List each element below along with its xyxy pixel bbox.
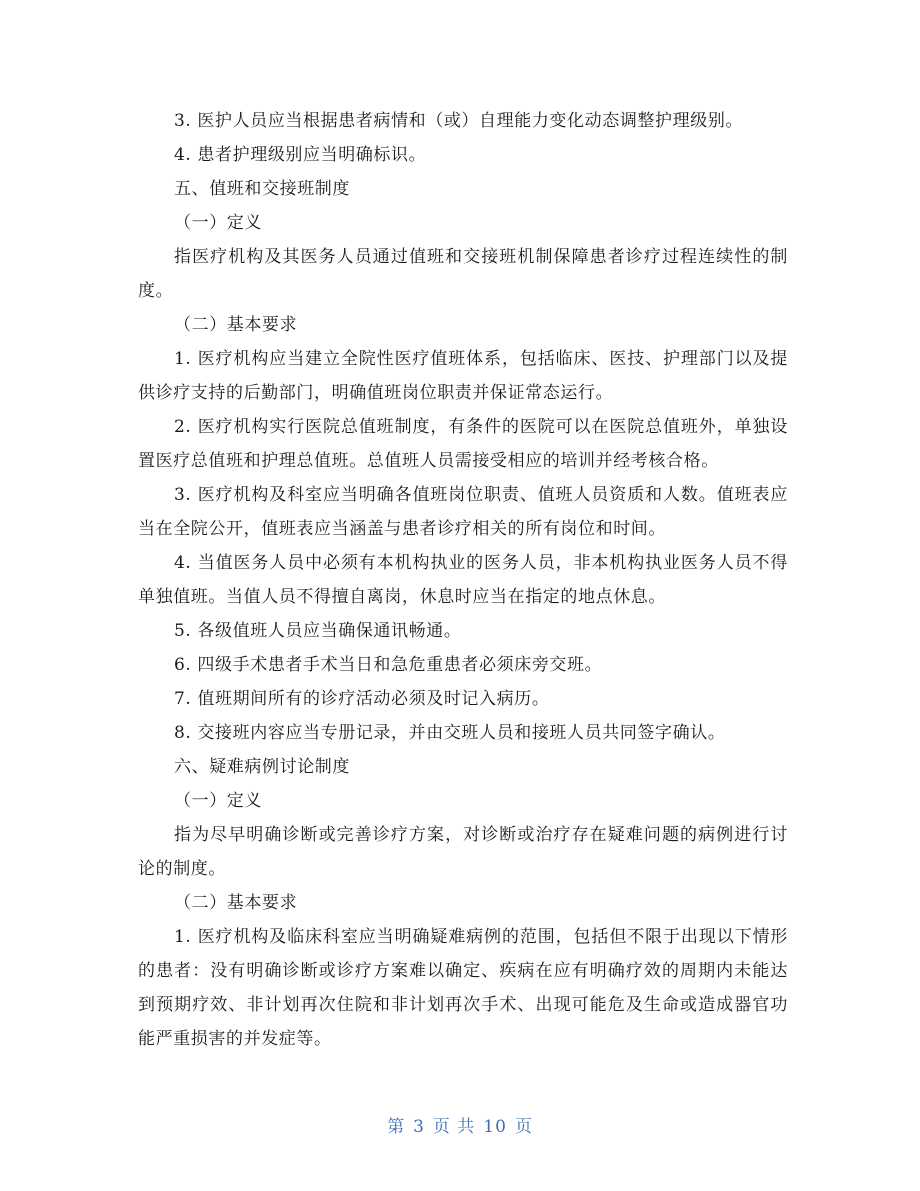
page-label-suffix: 页 [514, 1117, 533, 1137]
subsection-heading: （一）定义 [174, 213, 262, 233]
paragraph: 4. 患者护理级别应当明确标识。 [174, 145, 427, 165]
paragraph: 5. 各级值班人员应当确保通讯畅通。 [174, 621, 462, 641]
paragraph: 指为尽早明确诊断或完善诊疗方案，对诊断或治疗存在疑难问题的病例进行讨论的制度。 [138, 825, 788, 879]
paragraph: 1. 医疗机构应当建立全院性医疗值班体系，包括临床、医技、护理部门以及提供诊疗支持的后勤部门，明确值班岗位职责并保证常态运行。 [138, 349, 788, 403]
paragraph: 6. 四级手术患者手术当日和急危重患者必须床旁交班。 [174, 655, 603, 675]
page-label-mid: 页 共 [432, 1117, 476, 1137]
subsection-heading: （二）基本要求 [174, 893, 298, 913]
paragraph: 7. 值班期间所有的诊疗活动必须及时记入病历。 [174, 689, 550, 709]
section-heading: 六、疑难病例讨论制度 [174, 757, 350, 777]
subsection-heading: （一）定义 [174, 791, 262, 811]
page-footer [0, 1112, 920, 1137]
paragraph: 1. 医疗机构及临床科室应当明确疑难病例的范围，包括但不限于出现以下情形的患者：没有明确诊断或诊疗方案难以确定、疾病在应有明确疗效的周期内未能达到预期疗效、非计划再次住院和非计划再次手术、出现可能危及生命或造成器官功能严重损害的并发症等。 [138, 927, 788, 1049]
paragraph: 3. 医疗机构及科室应当明确各值班岗位职责、值班人员资质和人数。值班表应当在全院公开，值班表应当涵盖与患者诊疗相关的所有岗位和时间。 [138, 485, 788, 539]
document-body [138, 104, 788, 1056]
section-heading: 五、值班和交接班制度 [174, 179, 350, 199]
subsection-heading: （二）基本要求 [174, 315, 298, 335]
paragraph: 3. 医护人员应当根据患者病情和（或）自理能力变化动态调整护理级别。 [174, 111, 744, 131]
total-pages-number: 10 [483, 1117, 507, 1137]
paragraph: 4. 当值医务人员中必须有本机构执业的医务人员，非本机构执业医务人员不得单独值班。当值人员不得擅自离岗，休息时应当在指定的地点休息。 [138, 553, 788, 607]
page-label-prefix: 第 [387, 1117, 406, 1137]
paragraph: 2. 医疗机构实行医院总值班制度，有条件的医院可以在医院总值班外，单独设置医疗总值班和护理总值班。总值班人员需接受相应的培训并经考核合格。 [138, 417, 788, 471]
current-page-number: 3 [413, 1117, 425, 1137]
paragraph: 8. 交接班内容应当专册记录，并由交班人员和接班人员共同签字确认。 [174, 723, 726, 743]
paragraph: 指医疗机构及其医务人员通过值班和交接班机制保障患者诊疗过程连续性的制度。 [138, 247, 788, 301]
